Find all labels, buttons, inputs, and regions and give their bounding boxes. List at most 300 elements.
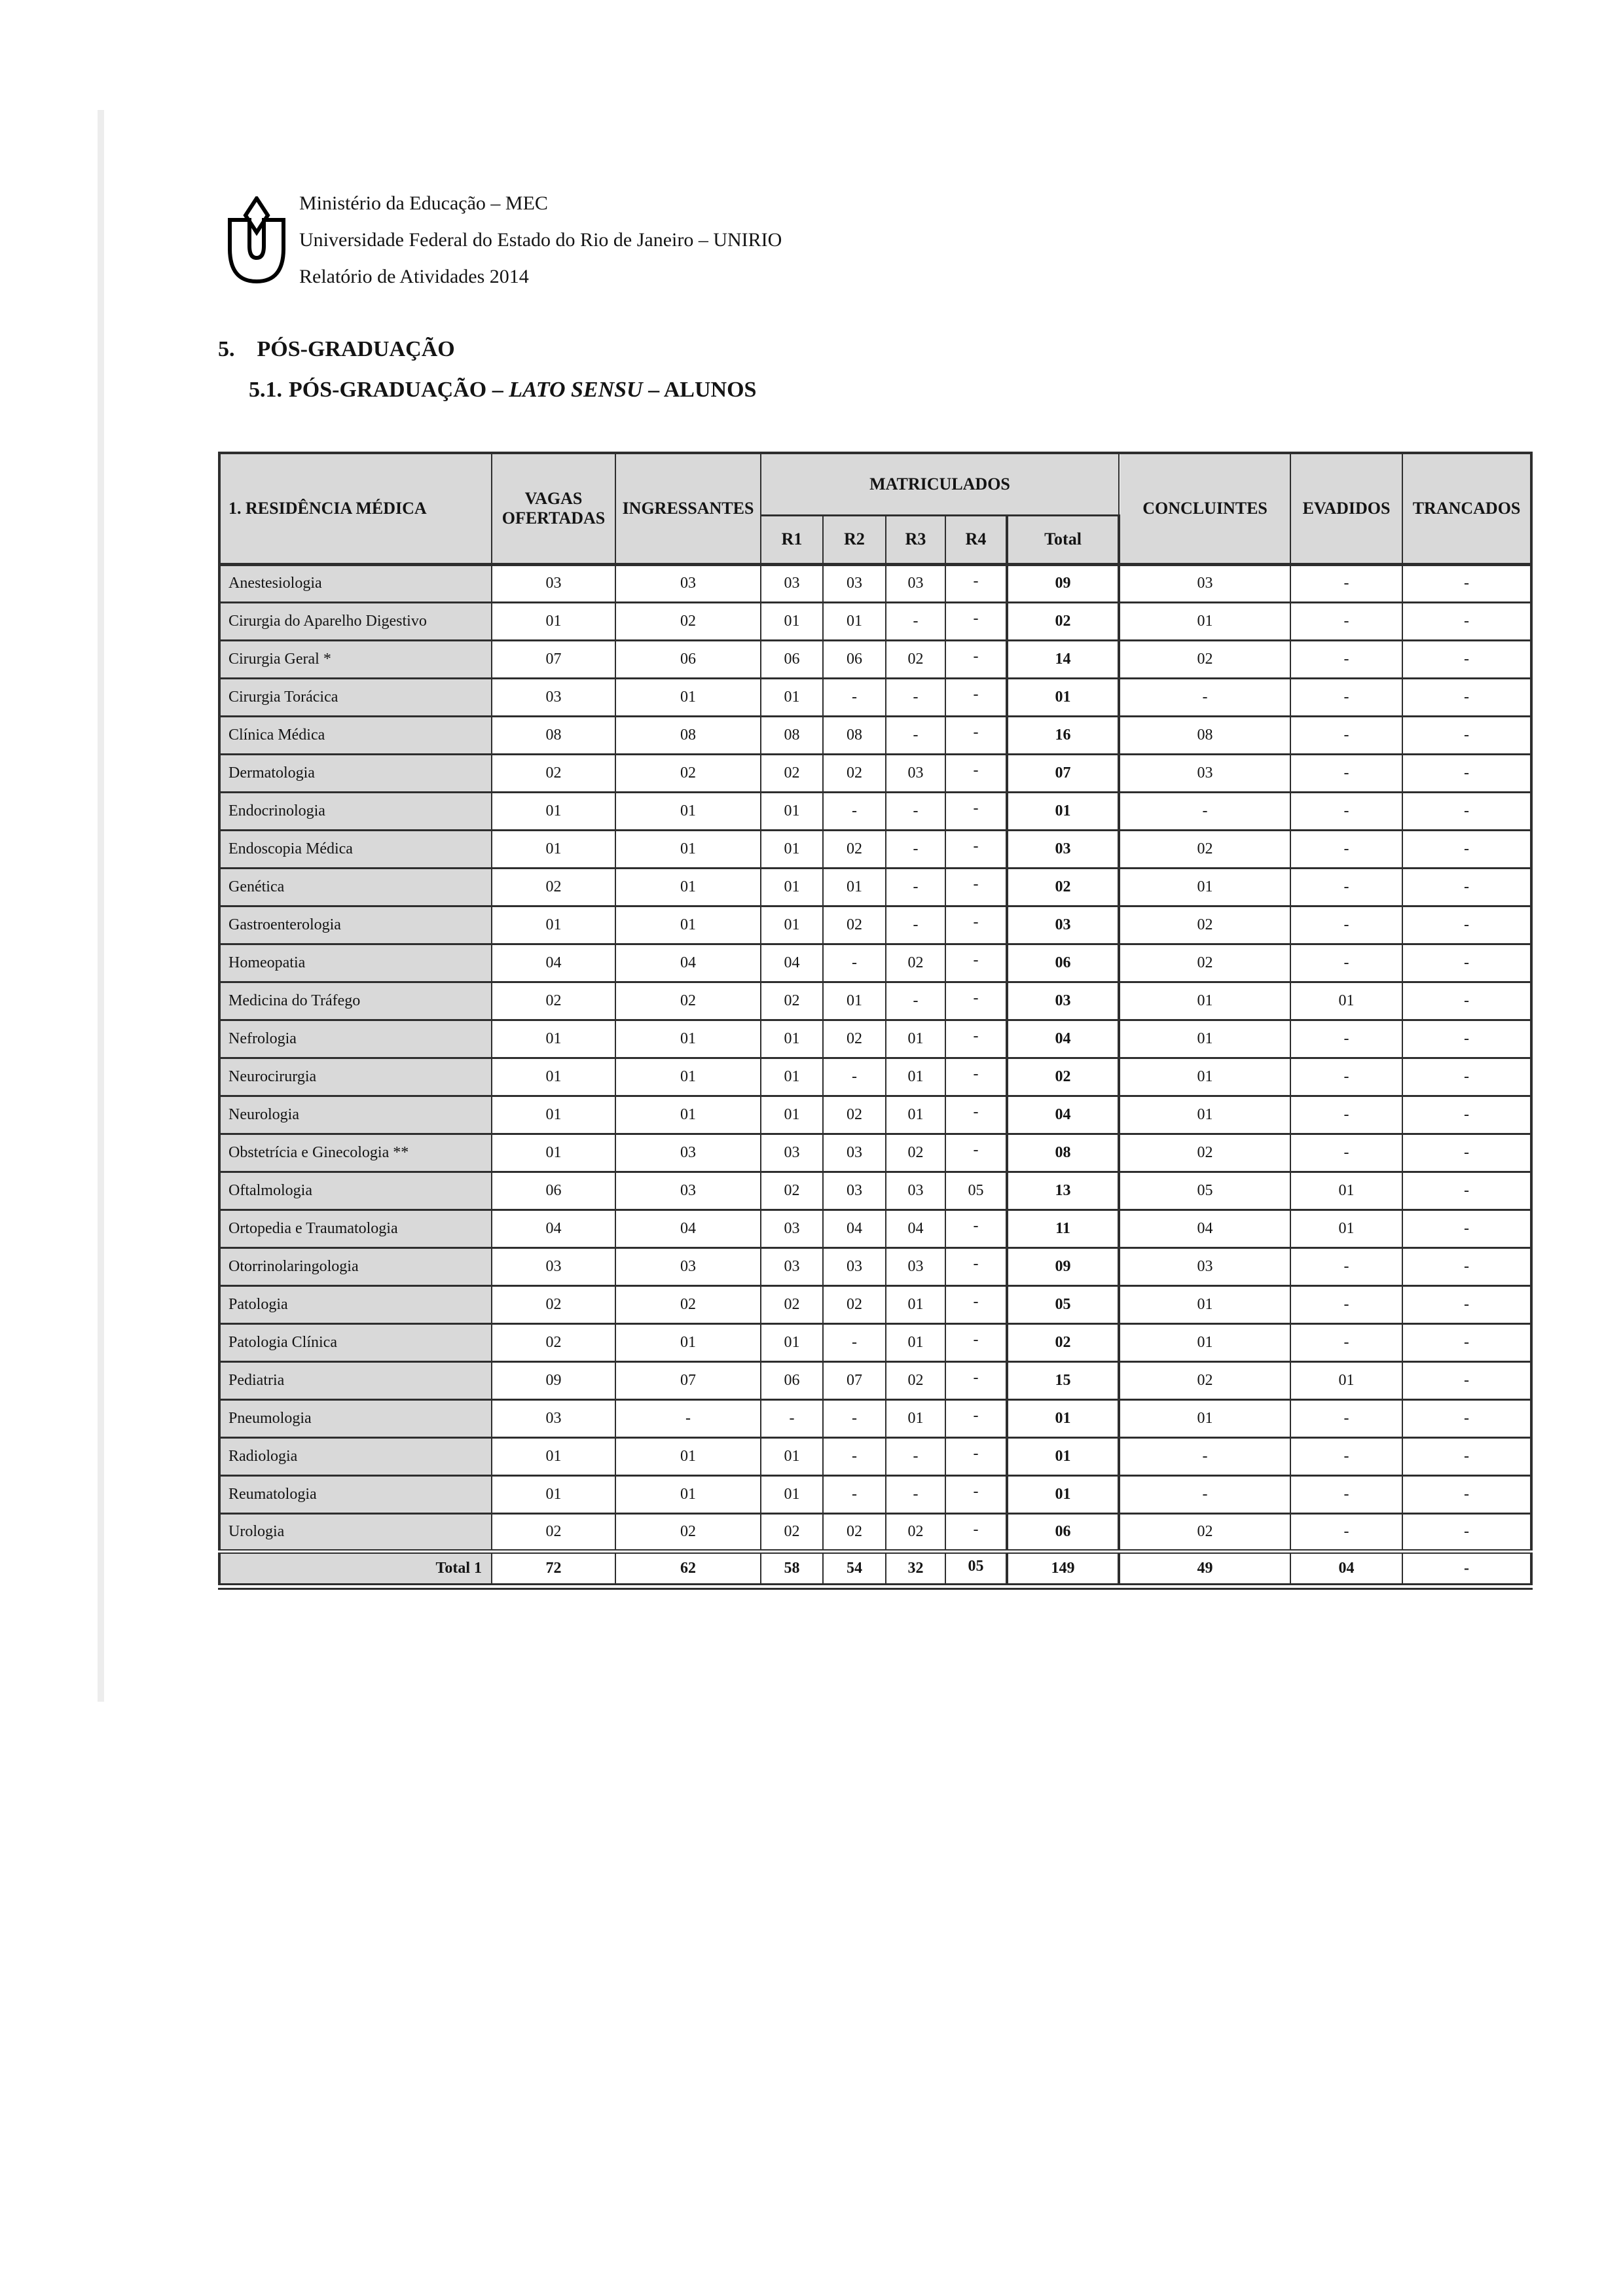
table-row <box>219 944 1531 982</box>
value-cell: - <box>1290 830 1402 868</box>
value-cell: 06 <box>1007 1513 1119 1551</box>
value-cell: 02 <box>886 1513 945 1551</box>
value-cell: - <box>1402 678 1531 716</box>
value-cell: 08 <box>1007 1134 1119 1172</box>
value-cell: 01 <box>761 678 823 716</box>
value-cell: 01 <box>492 1058 615 1096</box>
value-cell: 02 <box>1119 906 1290 944</box>
value-cell: - <box>1402 982 1531 1020</box>
total-value: 04 <box>1290 1551 1402 1587</box>
specialty-name: Homeopatia <box>219 944 492 982</box>
subsection-title-suffix: – ALUNOS <box>642 378 757 402</box>
value-cell: 03 <box>492 564 615 602</box>
value-cell: 04 <box>492 944 615 982</box>
value-cell: 13 <box>1007 1172 1119 1210</box>
value-cell: - <box>1402 1475 1531 1513</box>
value-cell: 06 <box>615 640 761 678</box>
value-cell: 01 <box>1119 1285 1290 1323</box>
table-row <box>219 1247 1531 1285</box>
table-row <box>219 1096 1531 1134</box>
table-row <box>219 754 1531 792</box>
specialty-name: Medicina do Tráfego <box>219 982 492 1020</box>
value-cell: - <box>1402 754 1531 792</box>
value-cell: 02 <box>1007 602 1119 640</box>
value-cell: 04 <box>1119 1210 1290 1247</box>
value-cell: - <box>1402 602 1531 640</box>
value-cell: - <box>1402 1096 1531 1134</box>
value-cell: - <box>945 1399 1007 1437</box>
value-cell: 01 <box>1290 982 1402 1020</box>
value-cell: 02 <box>1007 1058 1119 1096</box>
value-cell: 02 <box>761 1172 823 1210</box>
specialty-name: Oftalmologia <box>219 1172 492 1210</box>
total-value: 58 <box>761 1551 823 1587</box>
table-row <box>219 1475 1531 1513</box>
value-cell: 14 <box>1007 640 1119 678</box>
value-cell: 08 <box>761 716 823 754</box>
value-cell: - <box>945 906 1007 944</box>
value-cell: 01 <box>492 602 615 640</box>
value-cell: - <box>1402 868 1531 906</box>
table-total-row <box>219 1551 1531 1587</box>
value-cell: 03 <box>1007 906 1119 944</box>
specialty-name: Nefrologia <box>219 1020 492 1058</box>
total-value: 49 <box>1119 1551 1290 1587</box>
value-cell: 02 <box>823 1513 886 1551</box>
value-cell: - <box>1402 944 1531 982</box>
value-cell: 02 <box>615 602 761 640</box>
value-cell: 03 <box>1007 830 1119 868</box>
value-cell: 01 <box>615 830 761 868</box>
value-cell: - <box>1402 1247 1531 1285</box>
value-cell: 04 <box>1007 1020 1119 1058</box>
value-cell: 01 <box>492 1020 615 1058</box>
value-cell: 01 <box>615 868 761 906</box>
value-cell: 02 <box>1119 1513 1290 1551</box>
value-cell: - <box>1290 1513 1402 1551</box>
total-label: Total 1 <box>219 1551 492 1587</box>
col-header-evadidos: EVADIDOS <box>1290 453 1402 564</box>
table-row <box>219 830 1531 868</box>
value-cell: - <box>1402 1361 1531 1399</box>
value-cell: - <box>1402 716 1531 754</box>
value-cell: - <box>1402 1399 1531 1437</box>
col-header-r3: R3 <box>886 515 945 564</box>
value-cell: 01 <box>1290 1210 1402 1247</box>
value-cell: 04 <box>1007 1096 1119 1134</box>
total-value: 72 <box>492 1551 615 1587</box>
table-row <box>219 868 1531 906</box>
value-cell: 03 <box>886 564 945 602</box>
value-cell: - <box>1402 906 1531 944</box>
value-cell: 01 <box>1119 1399 1290 1437</box>
specialty-name: Endoscopia Médica <box>219 830 492 868</box>
value-cell: 01 <box>886 1399 945 1437</box>
value-cell: 01 <box>615 678 761 716</box>
value-cell: 01 <box>761 906 823 944</box>
value-cell: 04 <box>823 1210 886 1247</box>
value-cell: 03 <box>823 1247 886 1285</box>
unirio-logo-icon <box>225 196 289 288</box>
specialty-name: Patologia Clínica <box>219 1323 492 1361</box>
letterhead-text <box>299 185 782 295</box>
col-header-vagas: VAGAS OFERTADAS <box>492 453 615 564</box>
value-cell: - <box>945 1361 1007 1399</box>
value-cell: - <box>1290 868 1402 906</box>
value-cell: 02 <box>761 754 823 792</box>
value-cell: 01 <box>615 1475 761 1513</box>
value-cell: 02 <box>823 830 886 868</box>
org-line-report: Relatório de Atividades 2014 <box>299 266 529 287</box>
value-cell: - <box>945 640 1007 678</box>
value-cell: 01 <box>761 1475 823 1513</box>
table-row <box>219 1399 1531 1437</box>
value-cell: 09 <box>492 1361 615 1399</box>
value-cell: 01 <box>761 602 823 640</box>
value-cell: 02 <box>492 982 615 1020</box>
value-cell: - <box>1290 1437 1402 1475</box>
col-header-r4: R4 <box>945 515 1007 564</box>
table-row <box>219 564 1531 602</box>
value-cell: - <box>1290 1399 1402 1437</box>
table-row <box>219 1361 1531 1399</box>
value-cell: 01 <box>615 1437 761 1475</box>
value-cell: 02 <box>615 1285 761 1323</box>
table-row <box>219 678 1531 716</box>
specialty-name: Pneumologia <box>219 1399 492 1437</box>
value-cell: - <box>823 1475 886 1513</box>
value-cell: 01 <box>886 1096 945 1134</box>
value-cell: - <box>823 944 886 982</box>
scan-artifact-strip <box>98 110 104 1702</box>
specialty-name: Cirurgia Torácica <box>219 678 492 716</box>
value-cell: 06 <box>492 1172 615 1210</box>
specialty-name: Obstetrícia e Ginecologia ** <box>219 1134 492 1172</box>
value-cell: - <box>886 716 945 754</box>
value-cell: 01 <box>615 906 761 944</box>
table-row <box>219 1513 1531 1551</box>
col-header-matriculados: MATRICULADOS <box>761 453 1119 515</box>
value-cell: 01 <box>615 1058 761 1096</box>
value-cell: 11 <box>1007 1210 1119 1247</box>
specialty-name: Dermatologia <box>219 754 492 792</box>
value-cell: 01 <box>886 1285 945 1323</box>
value-cell: - <box>823 1058 886 1096</box>
subsection-number: 5.1. <box>249 378 282 402</box>
value-cell: 02 <box>823 1285 886 1323</box>
value-cell: 01 <box>492 1096 615 1134</box>
specialty-name: Reumatologia <box>219 1475 492 1513</box>
value-cell: 02 <box>886 944 945 982</box>
value-cell: 16 <box>1007 716 1119 754</box>
table-row <box>219 716 1531 754</box>
value-cell: - <box>1402 1437 1531 1475</box>
value-cell: - <box>945 830 1007 868</box>
value-cell: 01 <box>761 792 823 830</box>
value-cell: 03 <box>1119 754 1290 792</box>
value-cell: 02 <box>492 868 615 906</box>
col-header-r2: R2 <box>823 515 886 564</box>
value-cell: 02 <box>1119 830 1290 868</box>
section-heading-5 <box>218 337 455 362</box>
value-cell: - <box>1402 830 1531 868</box>
value-cell: 01 <box>615 792 761 830</box>
value-cell: 01 <box>761 1323 823 1361</box>
value-cell: 02 <box>1119 944 1290 982</box>
value-cell: - <box>945 1323 1007 1361</box>
value-cell: 03 <box>615 1172 761 1210</box>
value-cell: 01 <box>1290 1361 1402 1399</box>
value-cell: - <box>1290 1096 1402 1134</box>
subsection-title-prefix: PÓS-GRADUAÇÃO – <box>289 378 509 402</box>
value-cell: 01 <box>1119 1020 1290 1058</box>
value-cell: 01 <box>492 1475 615 1513</box>
value-cell: - <box>1290 1323 1402 1361</box>
value-cell: 01 <box>1119 982 1290 1020</box>
specialty-name: Patologia <box>219 1285 492 1323</box>
table-row <box>219 792 1531 830</box>
value-cell: - <box>886 678 945 716</box>
specialty-name: Cirurgia do Aparelho Digestivo <box>219 602 492 640</box>
value-cell: 02 <box>615 1513 761 1551</box>
value-cell: - <box>1290 1058 1402 1096</box>
value-cell: 04 <box>492 1210 615 1247</box>
value-cell: - <box>1290 640 1402 678</box>
col-header-residencia: 1. RESIDÊNCIA MÉDICA <box>219 453 492 564</box>
value-cell: 03 <box>1119 1247 1290 1285</box>
value-cell: - <box>945 1210 1007 1247</box>
value-cell: - <box>1290 602 1402 640</box>
value-cell: 03 <box>823 564 886 602</box>
table-row <box>219 602 1531 640</box>
col-header-r1: R1 <box>761 515 823 564</box>
value-cell: 01 <box>761 868 823 906</box>
value-cell: 01 <box>886 1323 945 1361</box>
value-cell: 08 <box>1119 716 1290 754</box>
value-cell: 03 <box>492 1399 615 1437</box>
value-cell: - <box>1290 1134 1402 1172</box>
value-cell: 03 <box>1007 982 1119 1020</box>
table-body <box>219 564 1531 1587</box>
value-cell: 05 <box>1119 1172 1290 1210</box>
value-cell: - <box>886 906 945 944</box>
value-cell: - <box>1402 1058 1531 1096</box>
value-cell: - <box>1290 792 1402 830</box>
value-cell: 04 <box>615 944 761 982</box>
table-row <box>219 1172 1531 1210</box>
table-row <box>219 1210 1531 1247</box>
specialty-name: Neurocirurgia <box>219 1058 492 1096</box>
value-cell: - <box>1402 792 1531 830</box>
value-cell: 03 <box>615 1247 761 1285</box>
value-cell: - <box>945 1437 1007 1475</box>
col-header-concluintes: CONCLUINTES <box>1119 453 1290 564</box>
value-cell: 02 <box>492 1323 615 1361</box>
total-value: - <box>1402 1551 1531 1587</box>
value-cell: 03 <box>823 1172 886 1210</box>
table-row <box>219 906 1531 944</box>
value-cell: 01 <box>761 830 823 868</box>
value-cell: 01 <box>823 868 886 906</box>
col-header-ingressantes: INGRESSANTES <box>615 453 761 564</box>
table-row <box>219 1285 1531 1323</box>
value-cell: 02 <box>823 754 886 792</box>
value-cell: - <box>945 982 1007 1020</box>
total-value: 54 <box>823 1551 886 1587</box>
value-cell: 03 <box>1119 564 1290 602</box>
value-cell: - <box>945 792 1007 830</box>
value-cell: - <box>945 944 1007 982</box>
value-cell: 01 <box>615 1323 761 1361</box>
value-cell: 02 <box>492 1513 615 1551</box>
specialty-name: Neurologia <box>219 1096 492 1134</box>
value-cell: - <box>945 1285 1007 1323</box>
total-value: 149 <box>1007 1551 1119 1587</box>
value-cell: - <box>886 1437 945 1475</box>
total-value: 62 <box>615 1551 761 1587</box>
value-cell: 01 <box>823 982 886 1020</box>
value-cell: 01 <box>886 1020 945 1058</box>
value-cell: 06 <box>1007 944 1119 982</box>
value-cell: 09 <box>1007 564 1119 602</box>
value-cell: 03 <box>761 1210 823 1247</box>
value-cell: 01 <box>492 792 615 830</box>
value-cell: - <box>886 982 945 1020</box>
specialty-name: Anestesiologia <box>219 564 492 602</box>
value-cell: 09 <box>1007 1247 1119 1285</box>
value-cell: 01 <box>492 906 615 944</box>
value-cell: 01 <box>1007 1475 1119 1513</box>
value-cell: 06 <box>761 1361 823 1399</box>
value-cell: - <box>945 868 1007 906</box>
value-cell: 05 <box>1007 1285 1119 1323</box>
value-cell: - <box>1402 1020 1531 1058</box>
value-cell: 06 <box>761 640 823 678</box>
value-cell: 02 <box>886 1134 945 1172</box>
value-cell: 01 <box>615 1020 761 1058</box>
value-cell: 01 <box>492 1437 615 1475</box>
value-cell: 02 <box>615 982 761 1020</box>
value-cell: 02 <box>823 1096 886 1134</box>
section-number: 5. <box>218 337 235 361</box>
value-cell: - <box>1119 678 1290 716</box>
value-cell: 02 <box>1119 640 1290 678</box>
value-cell: - <box>1402 564 1531 602</box>
value-cell: - <box>1290 754 1402 792</box>
specialty-name: Clínica Médica <box>219 716 492 754</box>
value-cell: 01 <box>615 1096 761 1134</box>
value-cell: 01 <box>1007 678 1119 716</box>
col-header-trancados: TRANCADOS <box>1402 453 1531 564</box>
value-cell: 02 <box>492 1285 615 1323</box>
value-cell: 01 <box>1119 1323 1290 1361</box>
value-cell: 01 <box>761 1058 823 1096</box>
specialty-name: Urologia <box>219 1513 492 1551</box>
table-row <box>219 1134 1531 1172</box>
value-cell: 07 <box>615 1361 761 1399</box>
value-cell: 02 <box>886 1361 945 1399</box>
value-cell: - <box>823 1399 886 1437</box>
value-cell: - <box>1402 1210 1531 1247</box>
value-cell: - <box>886 868 945 906</box>
value-cell: 03 <box>886 1247 945 1285</box>
value-cell: - <box>1402 1513 1531 1551</box>
value-cell: 02 <box>1007 868 1119 906</box>
value-cell: - <box>1290 906 1402 944</box>
org-line-university: Universidade Federal do Estado do Rio de Janeiro – UNIRIO <box>299 229 782 251</box>
value-cell: 02 <box>492 754 615 792</box>
value-cell: 01 <box>1007 1437 1119 1475</box>
specialty-name: Ortopedia e Traumatologia <box>219 1210 492 1247</box>
value-cell: 03 <box>492 678 615 716</box>
value-cell: - <box>1402 1134 1531 1172</box>
value-cell: 02 <box>761 982 823 1020</box>
value-cell: 03 <box>823 1134 886 1172</box>
value-cell: 06 <box>823 640 886 678</box>
value-cell: - <box>945 678 1007 716</box>
value-cell: 01 <box>1007 1399 1119 1437</box>
value-cell: 15 <box>1007 1361 1119 1399</box>
value-cell: - <box>823 1437 886 1475</box>
total-value: 05 <box>945 1551 1007 1587</box>
table-row <box>219 1437 1531 1475</box>
value-cell: 08 <box>615 716 761 754</box>
value-cell: 03 <box>492 1247 615 1285</box>
value-cell: 03 <box>761 564 823 602</box>
table-row <box>219 1058 1531 1096</box>
value-cell: 08 <box>492 716 615 754</box>
specialty-name: Cirurgia Geral * <box>219 640 492 678</box>
value-cell: 02 <box>1119 1361 1290 1399</box>
value-cell: 01 <box>761 1096 823 1134</box>
value-cell: - <box>1119 1475 1290 1513</box>
value-cell: 04 <box>615 1210 761 1247</box>
org-line-ministry: Ministério da Educação – MEC <box>299 192 548 214</box>
value-cell: 03 <box>615 564 761 602</box>
specialty-name: Gastroenterologia <box>219 906 492 944</box>
section-heading-5-1 <box>249 378 756 403</box>
specialty-name: Genética <box>219 868 492 906</box>
value-cell: 03 <box>761 1134 823 1172</box>
value-cell: 01 <box>1119 868 1290 906</box>
value-cell: - <box>886 1475 945 1513</box>
specialty-name: Radiologia <box>219 1437 492 1475</box>
value-cell: 07 <box>492 640 615 678</box>
value-cell: 02 <box>761 1513 823 1551</box>
value-cell: - <box>945 1475 1007 1513</box>
value-cell: - <box>945 1096 1007 1134</box>
value-cell: - <box>1290 1475 1402 1513</box>
value-cell: 03 <box>615 1134 761 1172</box>
value-cell: 03 <box>886 754 945 792</box>
value-cell: 02 <box>823 1020 886 1058</box>
table-row <box>219 1323 1531 1361</box>
residencia-medica-table <box>218 452 1533 1590</box>
table-row <box>219 640 1531 678</box>
value-cell: 03 <box>886 1172 945 1210</box>
value-cell: - <box>945 1134 1007 1172</box>
value-cell: 02 <box>615 754 761 792</box>
value-cell: - <box>1290 716 1402 754</box>
value-cell: - <box>1290 1285 1402 1323</box>
col-header-total: Total <box>1007 515 1119 564</box>
value-cell: 01 <box>886 1058 945 1096</box>
value-cell: 01 <box>1119 1096 1290 1134</box>
specialty-name: Otorrinolaringologia <box>219 1247 492 1285</box>
value-cell: 01 <box>1119 602 1290 640</box>
table-header-row-1 <box>219 453 1531 515</box>
value-cell: - <box>945 1058 1007 1096</box>
